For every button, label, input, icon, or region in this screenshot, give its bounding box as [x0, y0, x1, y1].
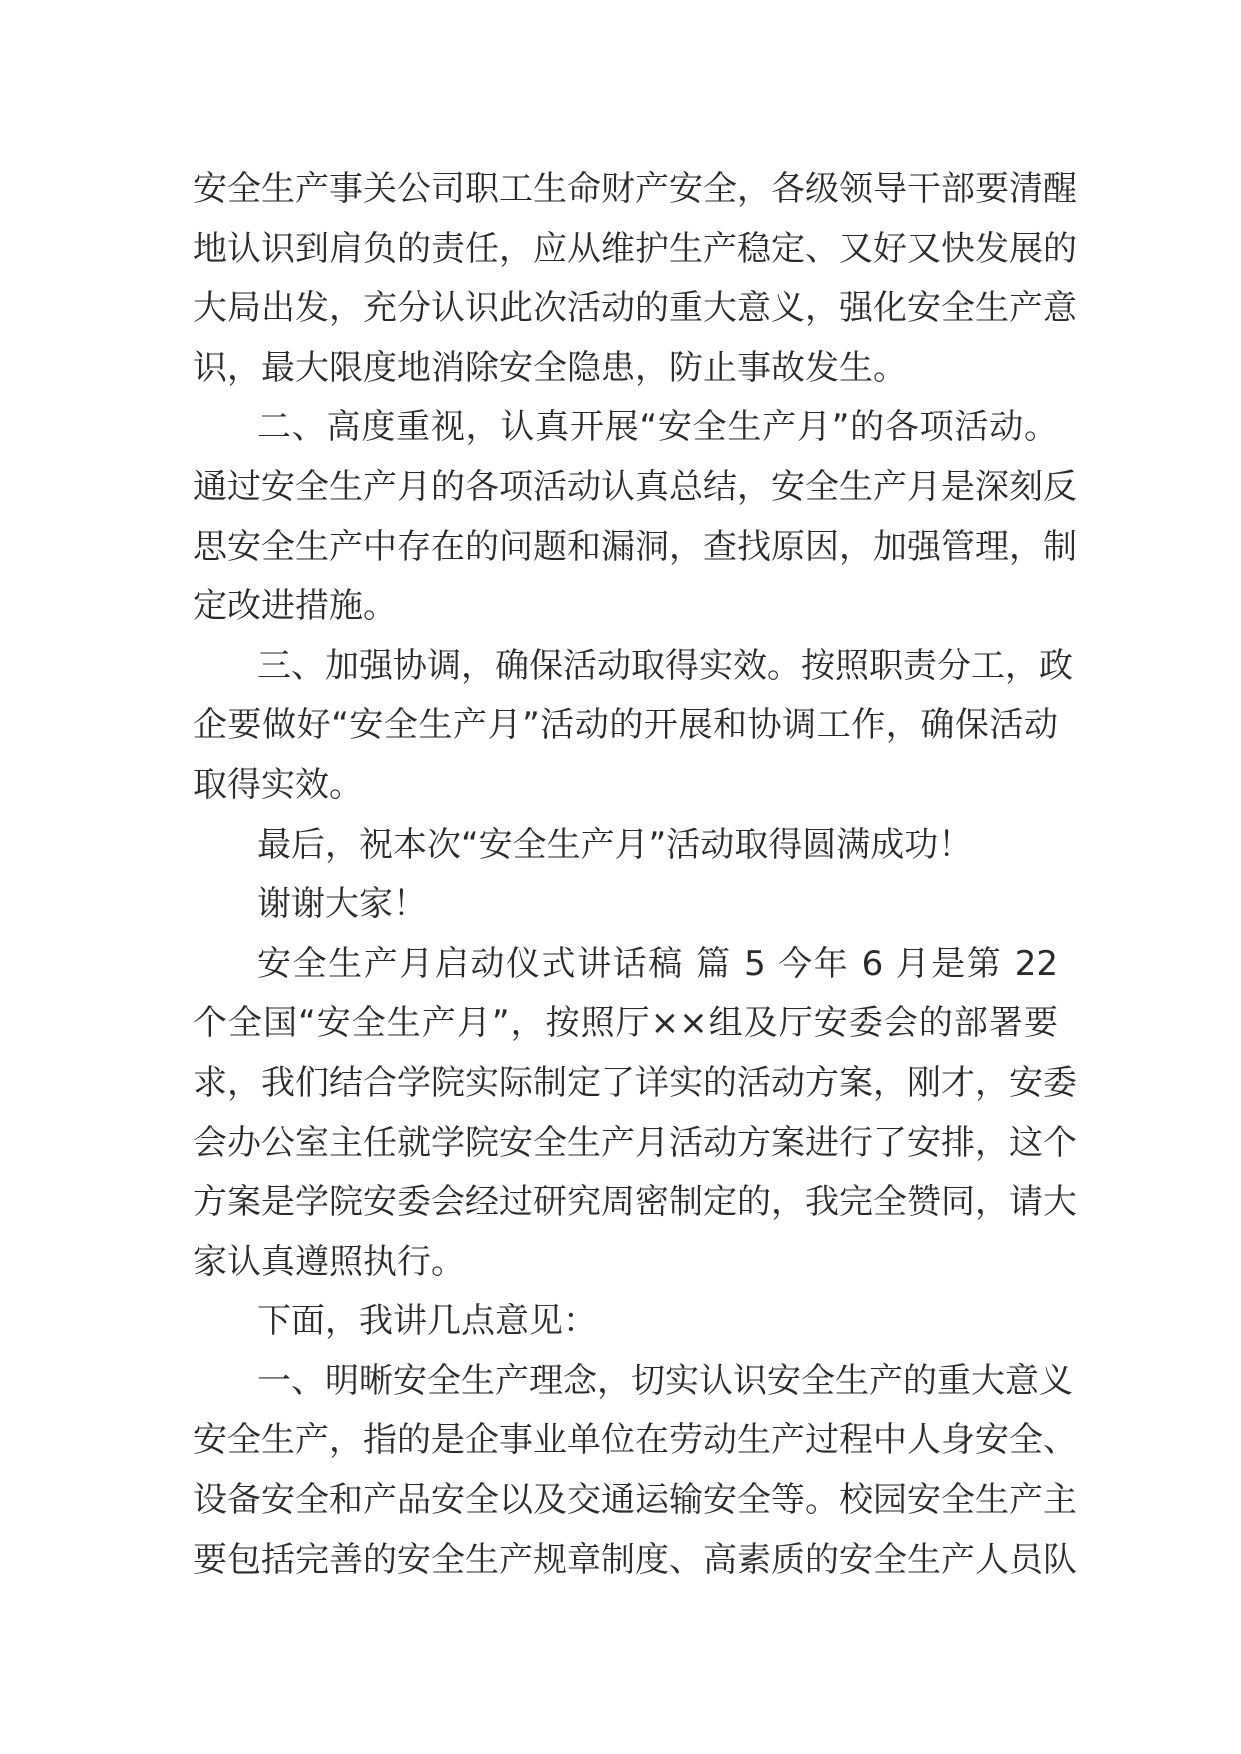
text-line: 通过安全生产月的各项活动认真总结，安全生产月是深刻反 [193, 466, 1077, 507]
text-line: 大局出发，充分认识此次活动的重大意义，强化安全生产意 [193, 288, 1077, 329]
text-line: 要包括完善的安全生产规章制度、高素质的安全生产人员队 [193, 1539, 1077, 1580]
text-line: 家认真遵照执行。 [193, 1241, 465, 1282]
text-line: 安全生产，指的是企事业单位在劳动生产过程中人身安全、 [193, 1420, 1077, 1461]
text-line: 识，最大限度地消除安全隐患，防止事故发生。 [193, 347, 907, 388]
text-line: 个全国“安全生产月”，按照厅××组及厅安委会的部署要 [193, 1003, 1058, 1044]
text-line: 地认识到肩负的责任，应从维护生产稳定、又好又快发展的 [193, 228, 1077, 269]
text-line: 谢谢大家！ [257, 884, 427, 925]
text-line: 思安全生产中存在的问题和漏洞，查找原因，加强管理，制 [193, 526, 1077, 567]
text-line: 定改进措施。 [193, 586, 397, 627]
text-line: 三、加强协调，确保活动取得实效。按照职责分工，政 [257, 645, 1073, 686]
text-line: 安全生产事关公司职工生命财产安全，各级领导干部要清醒 [193, 169, 1077, 209]
text-line: 最后，祝本次“安全生产月”活动取得圆满成功！ [257, 824, 973, 865]
text-line: 安全生产月启动仪式讲话稿 篇 5 今年 6 月是第 22 [257, 943, 1058, 984]
text-line: 下面，我讲几点意见： [257, 1301, 597, 1342]
text-line: 一、明晰安全生产理念，切实认识安全生产的重大意义 [257, 1360, 1073, 1401]
body-text [193, 160, 1077, 1590]
text-line: 取得实效。 [193, 764, 363, 805]
text-line: 企要做好“安全生产月”活动的开展和协调工作，确保活动 [193, 705, 1058, 746]
text-line: 会办公室主任就学院安全生产月活动方案进行了安排，这个 [193, 1122, 1077, 1163]
text-line: 方案是学院安委会经过研究周密制定的，我完全赞同，请大 [193, 1182, 1077, 1223]
text-line: 二、高度重视，认真开展“安全生产月”的各项活动。 [257, 407, 1058, 448]
text-line: 求，我们结合学院实际制定了详实的活动方案，刚才，安委 [193, 1062, 1077, 1103]
text-line: 设备安全和产品安全以及交通运输安全等。校园安全生产主 [193, 1480, 1077, 1521]
